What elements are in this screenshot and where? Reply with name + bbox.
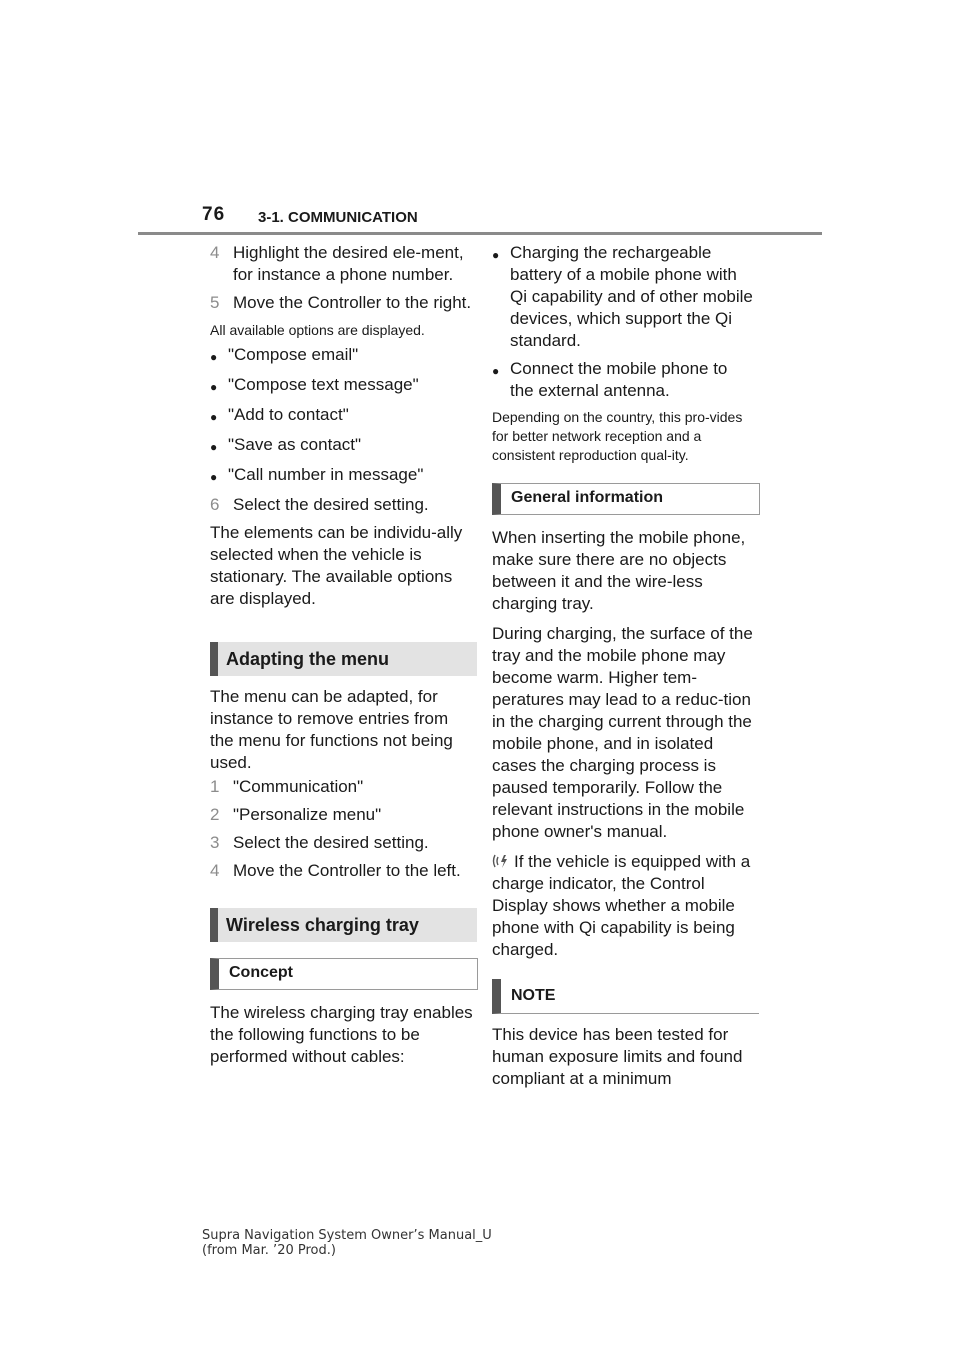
step-text: Highlight the desired ele-ment, for instance a phone number. bbox=[233, 243, 464, 284]
step-number: 6 bbox=[210, 495, 220, 514]
indicator-text: If the vehicle is equipped with a charge indicator, the Control Display shows whether a mobile phone with Qi capability is being charged. bbox=[492, 852, 751, 959]
wireless-charge-icon bbox=[492, 853, 512, 869]
heading-wireless-charging: Wireless charging tray bbox=[210, 908, 477, 942]
step-6 bbox=[210, 494, 475, 516]
bullet-icon: ● bbox=[210, 350, 218, 364]
heading-adapting-menu: Adapting the menu bbox=[210, 642, 477, 676]
general-paragraph-2: During charging, the surface of the tray and the mobile phone may become warm. Higher tem-peratures may lead to a reduc-tion in the charging current through the mobile phone, and in isolated cases the charging process is paused temporarily. Follow the relevant instructions in the mobile phone owner's manual. bbox=[492, 624, 753, 841]
note-heading: NOTE bbox=[492, 979, 759, 1014]
concept-paragraph: The wireless charging tray enables the following functions to be performed without cables: bbox=[210, 1003, 473, 1066]
page-footer bbox=[202, 1228, 492, 1258]
list-item: ● "Save as contact" bbox=[210, 434, 475, 458]
list-item: ● Connect the mobile phone to the external antenna. bbox=[492, 359, 728, 400]
adapt-step-1: 1 "Communication" bbox=[210, 777, 364, 796]
bullet-icon: ● bbox=[210, 470, 218, 484]
bullet-icon: ● bbox=[492, 248, 500, 262]
step-4 bbox=[210, 242, 475, 286]
bullet-icon: ● bbox=[210, 410, 218, 424]
header-rule bbox=[138, 232, 822, 235]
subheading-concept: Concept bbox=[210, 958, 478, 990]
bullet-icon: ● bbox=[210, 380, 218, 394]
step-text: Select the desired setting. bbox=[233, 495, 429, 514]
step-number: 4 bbox=[210, 243, 220, 262]
subheading-general-information: General information bbox=[492, 483, 760, 515]
note-paragraph: This device has been tested for human exposure limits and found compliant at a minimum bbox=[492, 1025, 743, 1088]
general-paragraph-1: When inserting the mobile phone, make sure there are no objects between it and the wire-less charging tray. bbox=[492, 528, 746, 613]
page-header bbox=[0, 200, 960, 240]
bullet-icon: ● bbox=[492, 364, 500, 378]
list-item: ● Charging the rechargeable battery of a mobile phone with Qi capability and of other mobile devices, which support the Qi standard. bbox=[492, 243, 753, 350]
adapting-paragraph: The menu can be adapted, for instance to remove entries from the menu for functions not being used. bbox=[210, 687, 453, 772]
list-item: ● "Compose email" bbox=[210, 344, 475, 368]
step-text: Move the Controller to the right. bbox=[233, 293, 472, 312]
adapt-step-4: 4 Move the Controller to the left. bbox=[210, 861, 461, 880]
left-column bbox=[210, 242, 475, 1076]
page-number: 76 bbox=[202, 204, 226, 225]
section-title: 3-1. COMMUNICATION bbox=[258, 209, 418, 226]
list-item: ● "Compose text message" bbox=[210, 374, 475, 398]
adapt-step-2: 2 "Personalize menu" bbox=[210, 805, 382, 824]
indicator-paragraph bbox=[492, 851, 754, 961]
footer-line-2: (from Mar. ’20 Prod.) bbox=[202, 1243, 336, 1258]
step-number: 5 bbox=[210, 293, 220, 312]
elements-paragraph: The elements can be individu-ally selected when the vehicle is stationary. The available options are displayed. bbox=[210, 523, 463, 608]
footer-line-1: Supra Navigation System Owner’s Manual_U bbox=[202, 1228, 492, 1243]
country-note: Depending on the country, this pro-vides for better network reception and a consistent reproduction qual-ity. bbox=[492, 409, 743, 463]
right-column bbox=[492, 242, 754, 1098]
step-5 bbox=[210, 292, 475, 314]
list-item: ● "Add to contact" bbox=[210, 404, 475, 428]
options-intro: All available options are displayed. bbox=[210, 322, 425, 338]
adapt-step-3: 3 Select the desired setting. bbox=[210, 833, 429, 852]
list-item: ● "Call number in message" bbox=[210, 464, 475, 488]
bullet-icon: ● bbox=[210, 440, 218, 454]
